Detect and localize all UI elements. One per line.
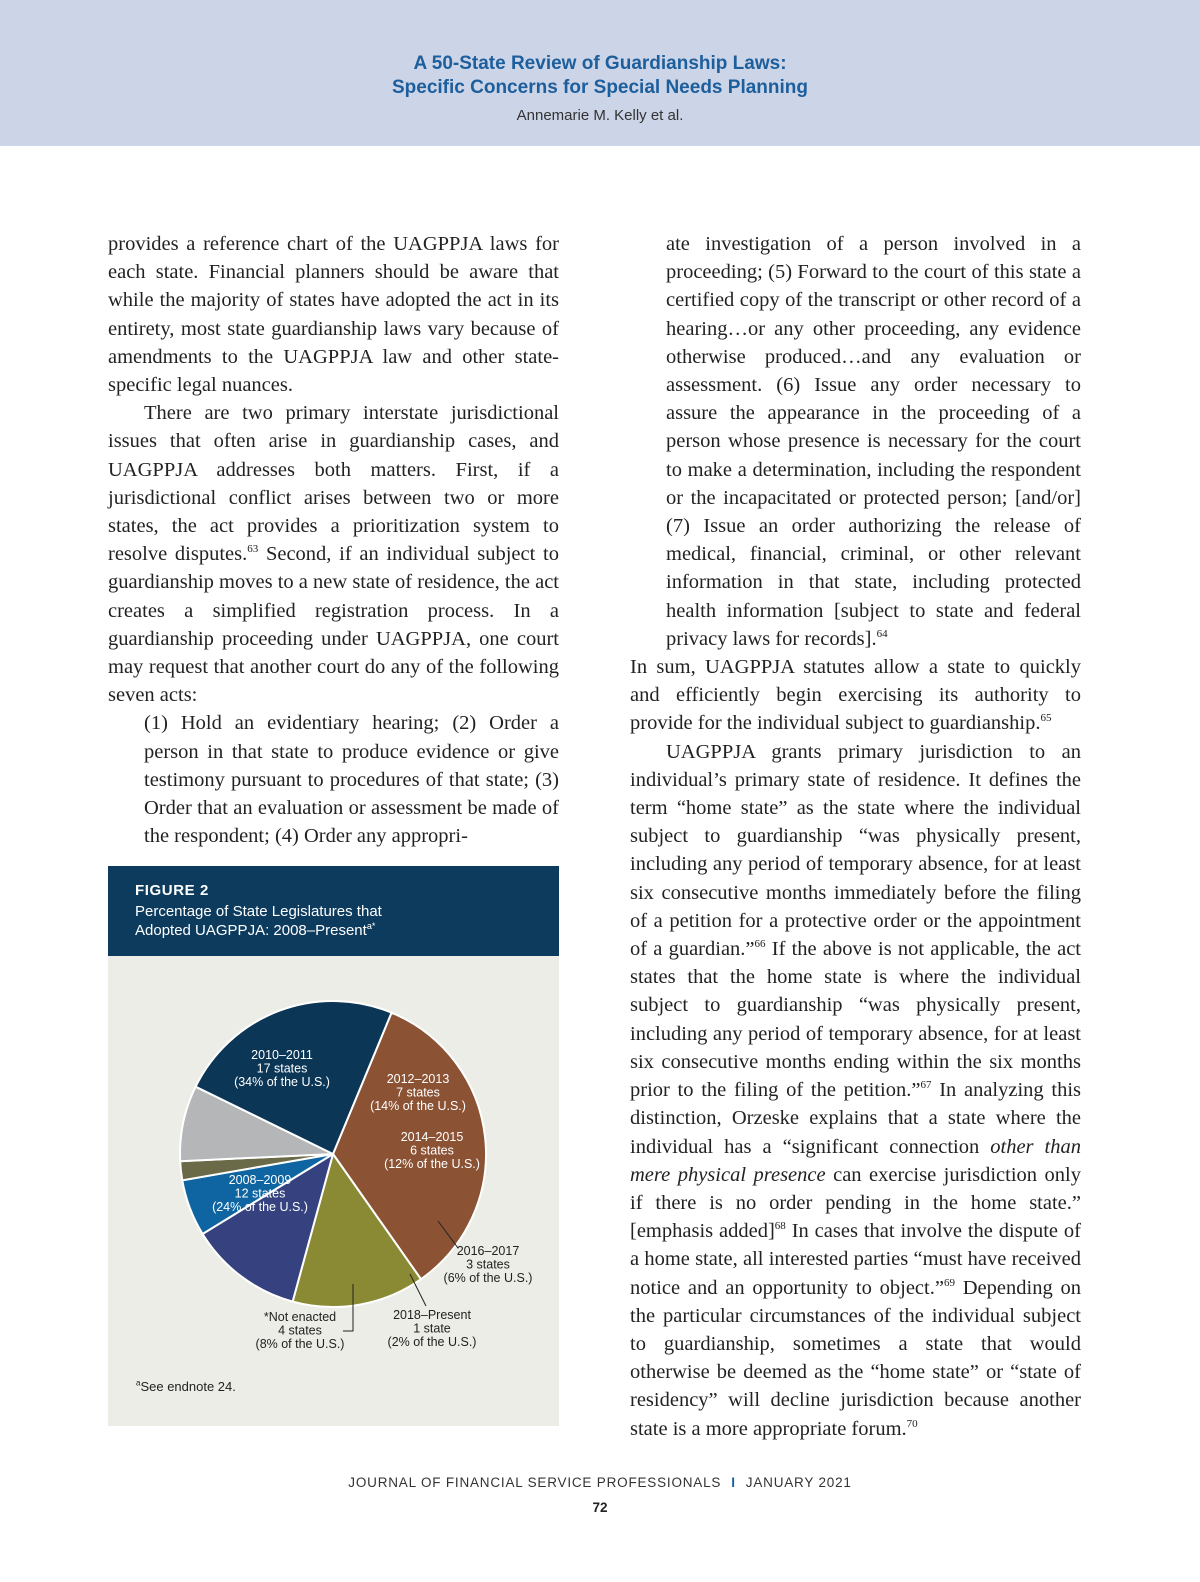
endnote-ref: 68 <box>774 1220 786 1233</box>
pie-label-4: 2018–Present <box>393 1308 471 1322</box>
paragraph <box>108 399 559 709</box>
endnote-ref: 67 <box>920 1079 932 1092</box>
caption-sup: a* <box>366 921 376 931</box>
paragraph-text: In analyzing this distinction, Orzeske explains that a state where the individual has a “significant connection <box>630 1079 1081 1158</box>
pie-label-3: 2016–2017 <box>456 1244 520 1258</box>
pie-label-2: 2014–2015 <box>400 1130 464 1144</box>
emphasis-text: other than mere physical presence <box>630 1135 1081 1186</box>
left-column <box>108 230 559 850</box>
pie-label-6: 12 states <box>234 1186 286 1201</box>
pie-label-6: 2008–2009 <box>228 1173 292 1187</box>
pie-label-1: (14% of the U.S.) <box>370 1099 466 1113</box>
page-number: 72 <box>592 1500 608 1515</box>
paragraph-text: If the above is not applicable, the act states that the home state is where the individual subject to guardianship “was physically present, including any period of temporary absence, for at least six consecutive months ending within the six months prior to the filing of the petition.” <box>630 938 1082 1102</box>
pie-label-5: *Not enacted <box>263 1310 337 1324</box>
note-sup: a <box>136 1378 141 1388</box>
paragraph: provides a reference chart of the UAGPPJA laws for each state. Financial planners should be aware that while the majority of states have adopted the act in its entirety, most state guardianship laws vary because of amendments to the UAGPPJA law and other state-specific legal nuances. <box>108 233 559 397</box>
pie-label-2: (12% of the U.S.) <box>384 1157 480 1171</box>
pie-label-1: 2012–2013 <box>386 1072 450 1086</box>
figure-2 <box>108 866 559 1426</box>
footer-separator: I <box>731 1475 736 1490</box>
endnote-ref: 70 <box>906 1417 918 1430</box>
quote-text: ate investigation of a person involved in a proceeding; (5) Forward to the court of this state a certified copy of the transcript or other record of a hearing…or any other proceeding, any evidence otherwise produced…and any evaluation or assessment. (6) Issue any order necessary to assure the appearance in the proceeding of a person whose presence is necessary for the court to make a determination, including the respondent or the incapacitated or protected person; [and/or] (7) Issue an order authorizing the release of medical, financial, criminal, or other relevant information in that state, including protected health information [subject to state and federal privacy laws for records]. <box>666 233 1081 650</box>
paragraph-text: In sum, UAGPPJA statutes allow a state to quickly and efficiently begin exercising its authority to provide for the individual subject to guardianship. <box>630 656 1081 735</box>
pie-label-3: (6% of the U.S.) <box>443 1271 533 1285</box>
pie-label-2: 6 states <box>410 1143 454 1158</box>
pie-label-5: (8% of the U.S.) <box>255 1337 345 1351</box>
page-footer <box>0 1475 1200 1490</box>
caption-line1: Percentage of State Legislatures that <box>135 903 382 920</box>
figure-note <box>136 1379 236 1394</box>
right-column <box>630 230 1081 1443</box>
article-title-line1: A 50-State Review of Guardianship Laws: <box>413 53 787 74</box>
endnote-ref: 66 <box>754 938 766 951</box>
pie-label-0: 17 states <box>256 1061 308 1076</box>
endnote-ref: 65 <box>1040 712 1052 725</box>
paragraph <box>630 738 1081 1443</box>
figure-label: FIGURE 2 <box>135 882 209 899</box>
article-title-line2: Specific Concerns for Special Needs Planning <box>391 77 808 98</box>
pie-label-5: 4 states <box>278 1323 322 1338</box>
paragraph-text: In cases that involve the dispute of a home state, all interested parties “must have received notice and an opportunity to object.” <box>630 1220 1081 1299</box>
endnote-ref: 69 <box>943 1276 955 1289</box>
pie-chart <box>108 866 559 1426</box>
pie-label-4: (2% of the U.S.) <box>387 1335 477 1349</box>
paragraph-text: There are two primary interstate jurisdictional issues that often arise in guardianship cases, and UAGPPJA addresses both matters. First, if a jurisdictional conflict arises between two or more states, the act provides a prioritization system to resolve disputes. <box>108 402 559 566</box>
paragraph-text: Second, if an individual subject to guardianship moves to a new state of residence, the act creates a simplified registration process. In a guardianship proceeding under UAGPPJA, one court may request that another court do any of the following seven acts: <box>108 543 559 707</box>
endnote-ref: 63 <box>247 543 259 556</box>
paragraph-text: UAGPPJA grants primary jurisdiction to an individual’s primary state of residence. It defines the term “home state” as the state where the individual subject to guardianship “was physically present, including any period of temporary absence, for at least six consecutive months immediately before the filing of a petition for a protective order or the appointment of a guardian.” <box>630 740 1081 961</box>
endnote-ref: 64 <box>876 628 888 641</box>
pie-label-0: (34% of the U.S.) <box>234 1075 330 1089</box>
caption-line2: Adopted UAGPPJA: 2008–Present <box>135 922 367 939</box>
article-author: Annemarie M. Kelly et al. <box>516 107 684 124</box>
paragraph <box>630 653 1081 738</box>
pie-label-3: 3 states <box>466 1257 510 1272</box>
block-quote: (1) Hold an evidentiary hearing; (2) Order a person in that state to produce evidence or give testimony pursuant to procedures of that state; (3) Order that an evaluation or assessment be made of the respondent; (4) Order any appropri- <box>144 712 559 848</box>
note-text: See endnote 24. <box>140 1379 236 1394</box>
running-header <box>0 0 1200 146</box>
pie-label-1: 7 states <box>396 1085 440 1100</box>
paragraph-text: Depending on the particular circumstances of the individual subject to guardianship, sometimes a state that would otherwise be deemed as the “home state” or “state of residency” will decline jurisdiction because another state is a more appropriate forum. <box>630 1276 1081 1440</box>
pie-label-0: 2010–2011 <box>251 1048 313 1062</box>
pie-label-6: (24% of the U.S.) <box>212 1200 308 1214</box>
journal-name: JOURNAL OF FINANCIAL SERVICE PROFESSIONALS <box>348 1475 722 1490</box>
issue-date: JANUARY 2021 <box>745 1475 852 1490</box>
pie-label-4: 1 state <box>413 1321 451 1336</box>
paragraph-text: can exercise jurisdiction only if there is no order pending in the home state.” [emphasis added] <box>630 1163 1081 1243</box>
block-quote-continued <box>630 230 1081 653</box>
